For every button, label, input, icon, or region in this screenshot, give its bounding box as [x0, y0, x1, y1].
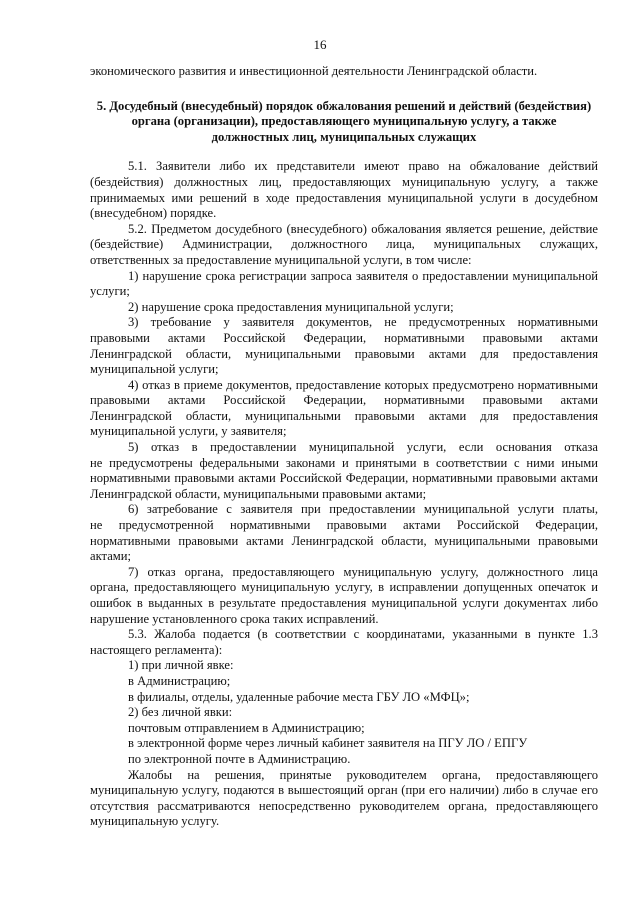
text-line: 5.2. Предметом досудебного (внесудебного) обжалования является решение, действие [128, 221, 598, 236]
text-line: 7) отказ органа, предоставляющего муниципальную услугу, должностного лица [128, 564, 598, 579]
section-heading [90, 99, 598, 146]
text-line: 1) при личной явке: [128, 658, 234, 673]
text-line: правовыми актами Российской Федерации, нормативными правовыми актами [90, 330, 598, 345]
heading-line: органа (организации), предоставляющего муниципальную услугу, а также [131, 114, 557, 129]
text-line: нормативными правовыми актами Российской Федерации, нормативными правовыми актами [90, 471, 598, 486]
heading-line: должностных лиц, муниципальных служащих [211, 129, 477, 144]
text-line: органа, предоставляющего муниципальную услугу, в исправлении допущенных опечаток и [90, 580, 598, 595]
text-line: правовыми актами Российской Федерации, нормативными правовыми актами [90, 393, 598, 408]
text-line: 5.1. Заявители либо их представители имеют право на обжалование действий [128, 159, 598, 174]
text-line: (бездействие) Администрации, должностного лица, муниципальных служащих, [90, 237, 598, 252]
text-line: нарушение установленного срока таких исправлений. [90, 611, 379, 626]
text-line: муниципальную услугу, подаются в вышестоящий орган (при его наличии) либо в случае его [90, 783, 598, 798]
text-line: почтовым отправлением в Администрацию; [128, 720, 365, 735]
text-line: муниципальную услугу. [90, 814, 220, 829]
heading-line: 5. Досудебный (внесудебный) порядок обжалования решений и действий (бездействия) [96, 98, 592, 113]
text-line: настоящего регламента): [90, 642, 223, 657]
text-line: в электронной форме через личный кабинет заявителя на ПГУ ЛО / ЕПГУ [128, 736, 528, 751]
text-line: актами; [90, 549, 131, 564]
text-line: Жалобы на решения, принятые руководителем органа, предоставляющего [128, 767, 598, 782]
section-body [90, 159, 598, 830]
text-line: Ленинградской области, муниципальными правовыми актами для предоставления [90, 408, 598, 423]
text-line: Ленинградской области, муниципальными правовыми актами; [90, 486, 427, 501]
text-line: по электронной почте в Администрацию. [128, 751, 351, 766]
text-line: 6) затребование с заявителя при предоставлении муниципальной услуги платы, [128, 502, 598, 517]
text-line: 2) нарушение срока предоставления муниципальной услуги; [128, 299, 454, 314]
document-content [90, 64, 598, 830]
text-line: не предусмотрены федеральными законами и принятыми в соответствии с ними иными [90, 455, 598, 470]
text-line: 4) отказ в приеме документов, предоставление которых предусмотрено нормативными [128, 377, 598, 392]
text-line: (внесудебном) порядке. [90, 206, 217, 221]
text-line: Ленинградской области, муниципальными правовыми актами для предоставления [90, 346, 598, 361]
text-line: (бездействия) должностных лиц, предоставляющих муниципальную услугу, а также [90, 174, 598, 189]
text-line: муниципальной услуги; [90, 362, 219, 377]
text-line: ответственных за предоставление муниципальной услуги, в том числе: [90, 252, 472, 267]
page-number: 16 [313, 37, 327, 52]
text-line: муниципальной услуги, у заявителя; [90, 424, 287, 439]
text-line: 3) требование у заявителя документов, не предусмотренных нормативными [128, 315, 598, 330]
text-line: 5.3. Жалоба подается (в соответствии с координатами, указанными в пункте 1.3 [128, 627, 598, 642]
text-line: 2) без личной явки: [128, 705, 233, 720]
text-line: нормативными правовыми актами Ленинградской области, муниципальными правовыми [90, 533, 598, 548]
text-line: отсутствия рассматриваются непосредственно руководителем органа, предоставляющего [90, 798, 598, 813]
text-line: в филиалы, отделы, удаленные рабочие места ГБУ ЛО «МФЦ»; [128, 689, 470, 704]
text-line: ошибок в выданных в результате предоставления муниципальной услуги документах либо [90, 596, 598, 610]
text-line: не предусмотренной нормативными правовыми актами Российской Федерации, [90, 518, 598, 533]
text-line: 5) отказ в предоставлении муниципальной услуги, если основания отказа [128, 440, 598, 455]
text-line: в Администрацию; [128, 673, 231, 688]
intro-line: экономического развития и инвестиционной деятельности Ленинградской области. [90, 64, 538, 78]
text-line: услуги; [90, 284, 130, 299]
text-line: 1) нарушение срока регистрации запроса заявителя о предоставлении муниципальной [128, 268, 598, 283]
text-line: принимаемых ими решений в ходе предоставления муниципальной услуги в досудебном [90, 190, 598, 205]
